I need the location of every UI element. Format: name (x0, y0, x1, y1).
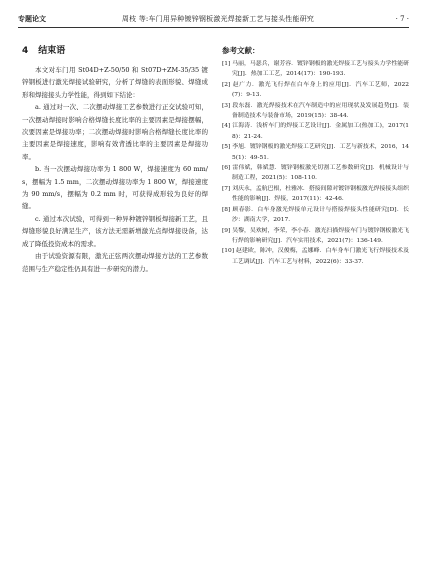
body-paragraph: 本文对车门用 St04D+Z-50/50 和 St07D+ZM-35/35 镀锌钢板进行激光焊接试验研究，分析了焊缝的表面形貌、焊缝成形和焊接接头力学性能，得到如下结论： (22, 66, 208, 99)
left-column (22, 45, 208, 275)
reference-item: [10] 赵建欧，陈冲，汉俊梅，孟娜峰．白车身车门激光飞行焊接技术及工艺调试[J]．汽车工艺与材料，2022(6)：33-37． (222, 248, 409, 265)
reference-list (222, 59, 409, 267)
body-paragraph: b. 当一次摆动焊接功率为 1 800 W，焊接速度为 60 mm/s，摆幅为 1.5 mm，二次摆动焊接功率为 1 800 W，焊接速度为 90 mm/s，摆幅为 0.2 mm 时，可获得成形较为良好的焊缝。 (22, 165, 208, 211)
reference-item: [7] 刘庆永，孟航巴根，杜雅冰．搭接间隙对镀锌钢板激光焊接接头组织性能的影响[J]．焊接，2017(11)：42-46． (222, 185, 409, 203)
reference-item: [9] 吴黎，吴欢树，李荣，李小春．激光扫描焊接车门与镀锌钢板激光飞行焊的影响研究[J]．汽车实用技术，2021(7)：136-149． (222, 227, 409, 244)
header-divider (18, 27, 409, 28)
section-number: 4 (22, 46, 29, 56)
page-number: · 7 · (395, 15, 409, 23)
reference-item: [6] 雷伟斌，韩斌慧．镀锌钢板激光切割工艺参数研究[J]．机械设计与制造工程，2021(5)：108-110． (222, 165, 409, 182)
reference-item: [2] 赵广力．激光飞行焊在白车身上的应用[J]．汽车工艺师，2022(7)：9-13． (222, 81, 409, 99)
article-running-title: 周枝 等:车门用异种镀锌钢板激光焊接新工艺与接头性能研究 (121, 15, 315, 23)
running-header (18, 12, 409, 26)
section-title-text: 结束语 (38, 46, 66, 56)
references-heading: 参考文献： (222, 46, 260, 55)
body-paragraph: 由于试验资源有限，激光正弦两次摆动焊接方法的工艺参数范围与生产稳定性仍具有进一步研究的潜力。 (22, 252, 208, 273)
section-heading (22, 45, 208, 57)
reference-item: [5] 李旭．镀锌钢板的激光焊接工艺研究[J]．工艺与新技术，2016，145(1)：49-51． (222, 144, 409, 161)
reference-item: [3] 段东磊．激光焊接技术在汽车制造中的应用现状及发展趋势[J]．装备制造技术与装备市场，2019(15)：38-44． (222, 102, 409, 120)
journal-section-label: 专题论文 (18, 15, 46, 23)
reference-item: [8] 顾春影．白车身激光焊接单元设计与搭接焊接头性能研究[D]．长沙：湖南大学，2017． (222, 206, 409, 224)
body-paragraph: a. 通过对一次、二次摆动焊接工艺参数进行正交试验可知，一次摆动焊接时影响合格焊缝长度比率的主要因素是焊接摆幅，次要因素是焊接功率；二次摆动焊接时影响合格焊缝长度比率的主要因素是焊接速度，影响有效背透比率的主要因素是焊接功率。 (22, 103, 208, 161)
reference-item: [4] 江海涛．浅析车门的焊接工艺设计[J]．金属加工(热加工)，2017(18)：21-24． (222, 123, 409, 140)
right-column (222, 45, 409, 267)
body-paragraph: c. 通过本次试验，可得到一种异种镀锌钢板焊接新工艺，且焊缝形貌良好满足生产，该方法无需新增激光点焊焊接设备，达成了降低投资成本的需求。 (22, 214, 208, 248)
reference-item: [1] 马丽，马瑟兵，谢芳容．镀锌钢板的激光焊接工艺与接头力学性能研究[J]．热加工工艺，2014(17)：190-193． (222, 61, 409, 78)
